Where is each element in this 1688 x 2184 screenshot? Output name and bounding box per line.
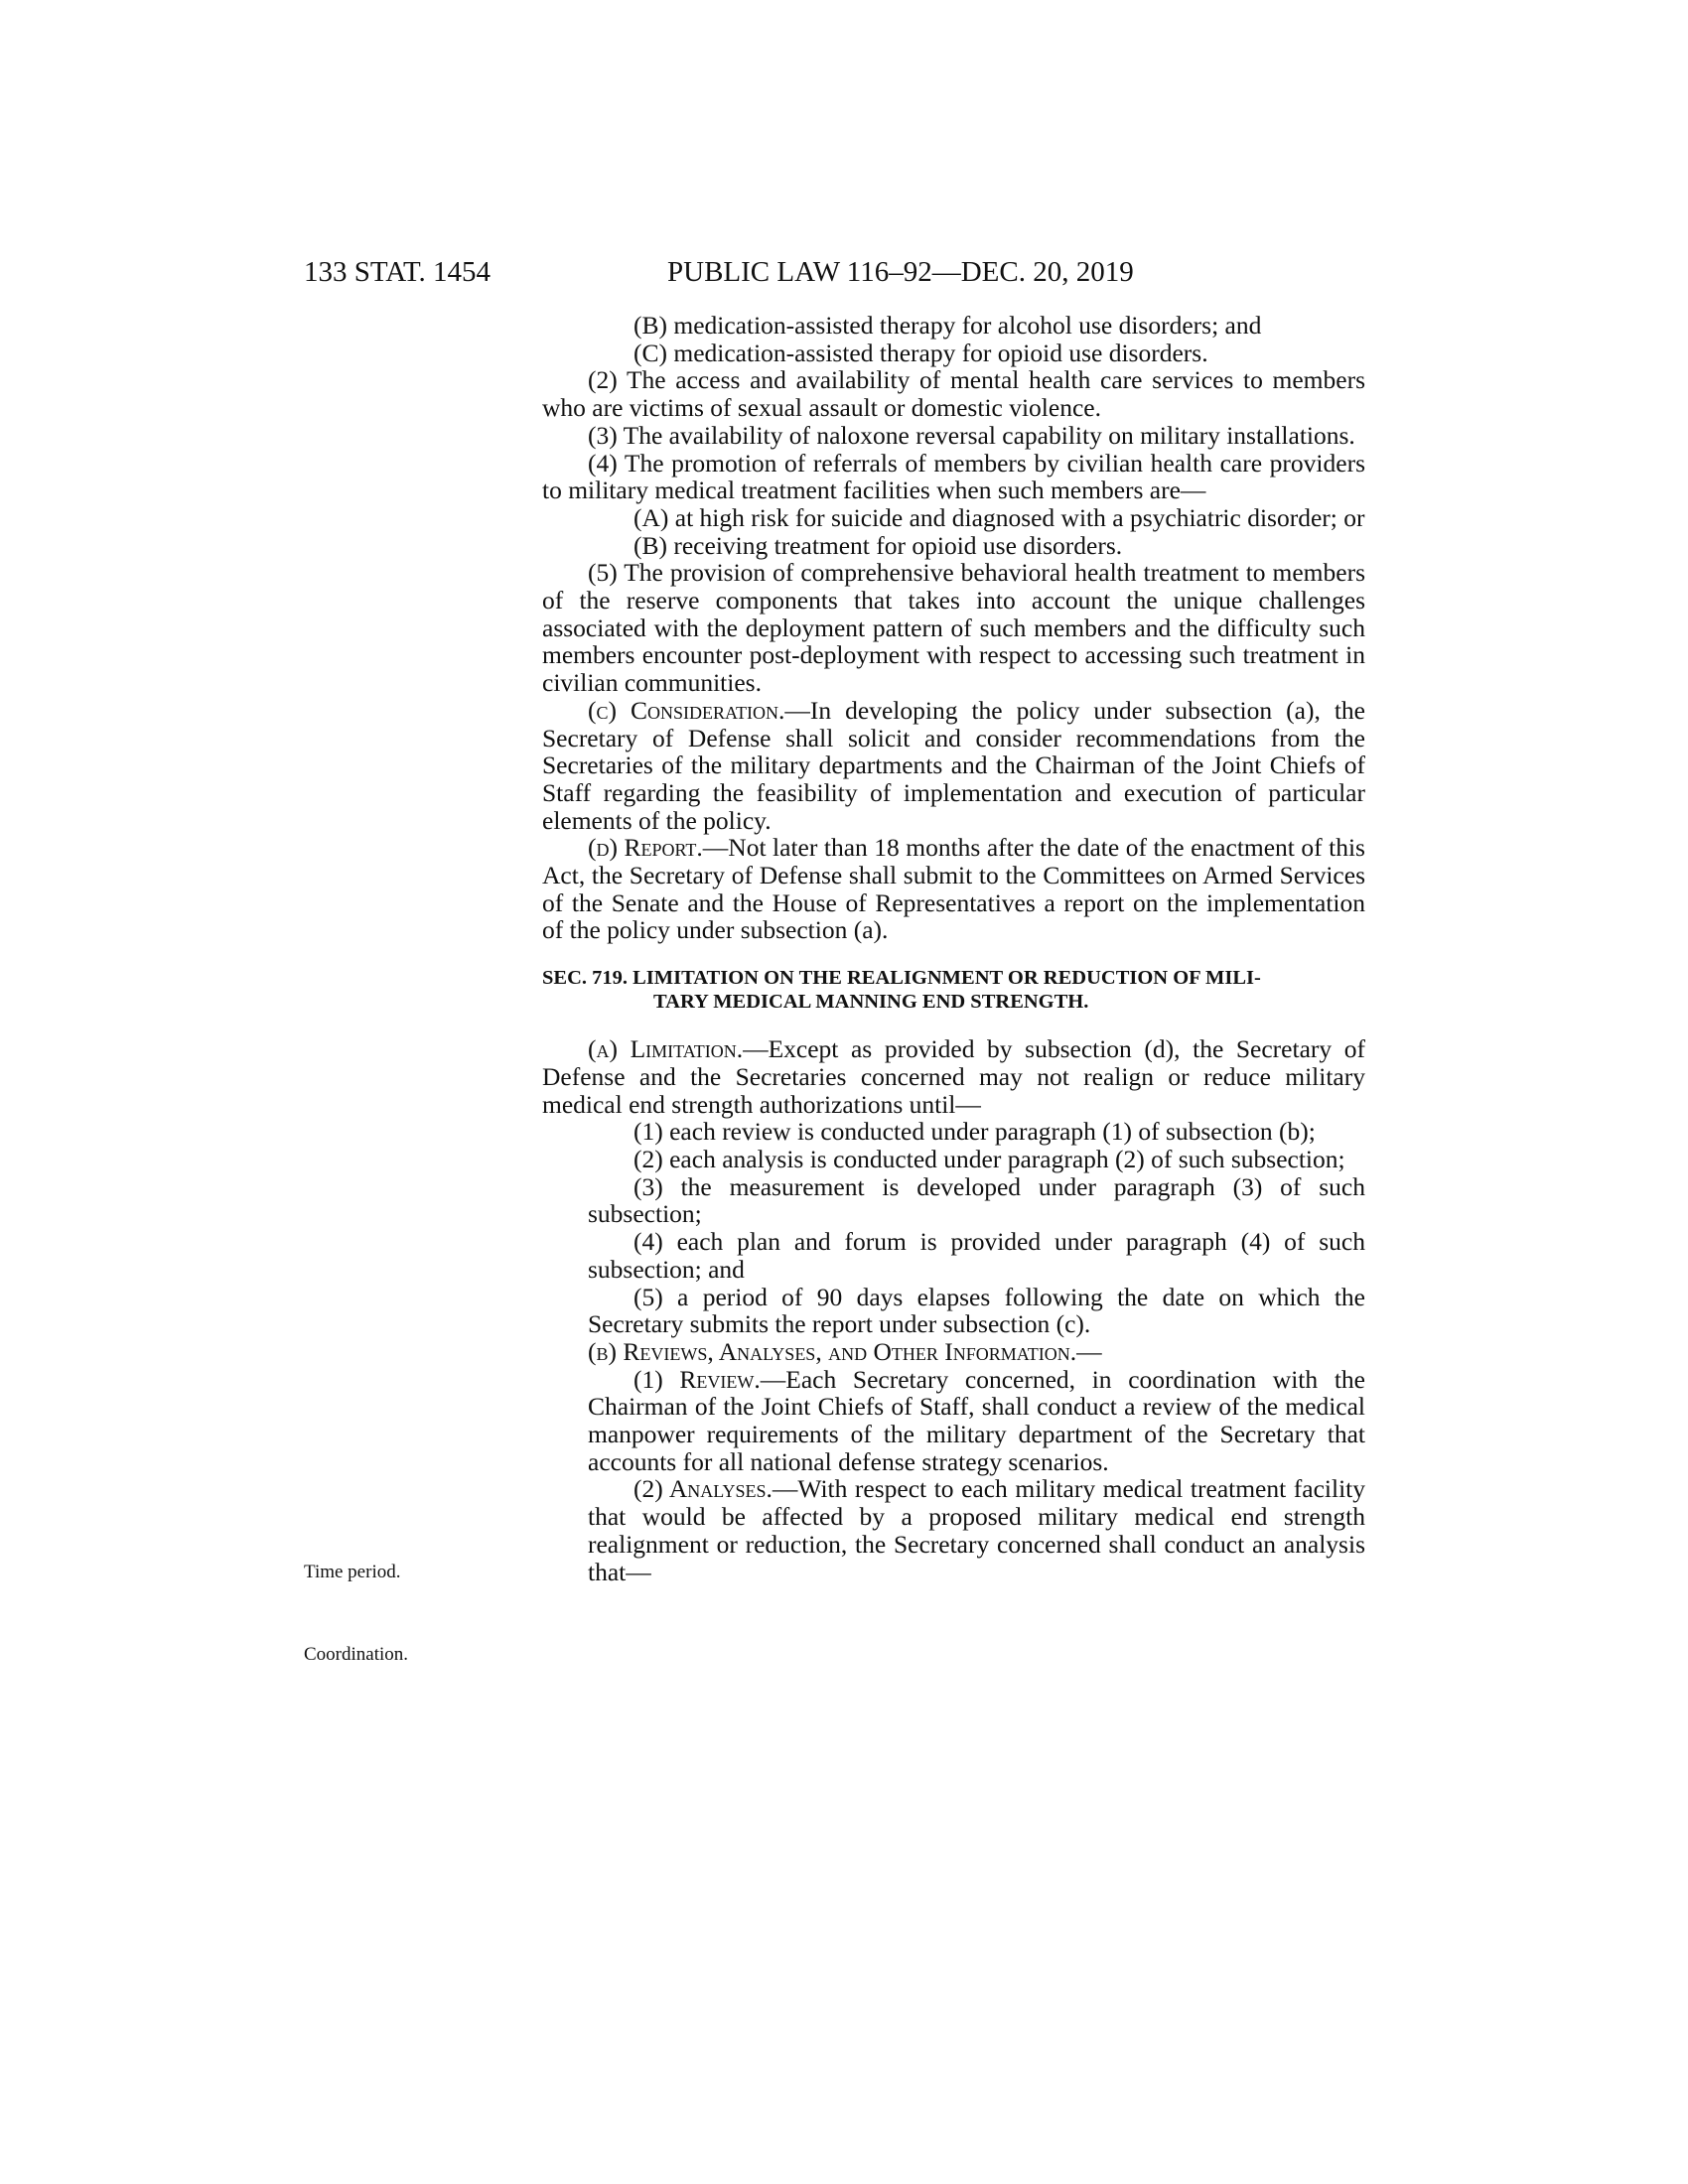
sec719-a-paragraph-5: (5) a period of 90 days elapses following the date on which the Secretary submits the report under subsection (c).	[588, 1282, 1365, 1339]
sec719-b-paragraph-2-analyses	[542, 1475, 1365, 1585]
paragraph-4b-opioid-treatment: (B) receiving treatment for opioid use disorders.	[633, 530, 1123, 560]
subsection-c-heading: (c) Consideration.—	[588, 695, 810, 725]
paragraph-3-naloxone: (3) The availability of naloxone reversal capability on military installations.	[588, 420, 1355, 450]
sec719-b1-text: Each Secretary concerned, in coordination with the Chairman of the Joint Chiefs of Staff, shall conduct a review of the medical manpower requirements of the military department of the Secretary that accounts for all national defense strategy scenarios.	[588, 1364, 1365, 1476]
statute-citation: 133 STAT. 1454	[304, 256, 492, 288]
document-body	[542, 312, 1365, 1585]
paragraph-b-medication-alcohol: (B) medication-assisted therapy for alcohol use disorders; and	[633, 311, 1262, 340]
sec719-subsection-b-heading: (b) Reviews, Analyses, and Other Information.—	[588, 1336, 1102, 1366]
paragraph-c-medication-opioid: (C) medication-assisted therapy for opioid use disorders.	[633, 338, 1208, 367]
subsection-d-heading: (d) Report.—	[588, 833, 729, 863]
paragraph-5-reserve-components: (5) The provision of comprehensive behavioral health treatment to members of the reserve components that takes into account the unique challenges associated with the deployment pattern of such members and the difficulty such members encounter post-deployment with respect to accessing such treatment in civilian communities.	[542, 558, 1365, 698]
section-719-heading-line1: SEC. 719. LIMITATION ON THE REALIGNMENT OR REDUCTION OF MILI-	[542, 967, 1261, 990]
subsection-c-text: In developing the policy under subsection (a), the Secretary of Defense shall solicit and consider recommendations from the Secretaries of the military departments and the Chairman of the Joint Chiefs of Staff regarding the feasibility of implementation and execution of particular elements of the policy.	[542, 695, 1365, 835]
sec719-a-paragraph-3: (3) the measurement is developed under paragraph (3) of such subsection;	[588, 1171, 1365, 1229]
section-719-heading-line2: TARY MEDICAL MANNING END STRENGTH.	[653, 991, 1089, 1014]
margin-note-coordination: Coordination.	[304, 1644, 409, 1665]
section-719-heading	[542, 966, 1365, 1014]
subsection-c-consideration	[542, 697, 1365, 835]
sec719-subsection-a-limitation	[542, 1035, 1365, 1118]
sec719-a-text: Except as provided by subsection (d), the Secretary of Defense and the Secretaries concerned may not realign or reduce military medical end strength authorizations until—	[542, 1034, 1365, 1119]
sec719-a-paragraph-4: (4) each plan and forum is provided under paragraph (4) of such subsection; and	[588, 1227, 1365, 1284]
public-law-title: PUBLIC LAW 116–92—DEC. 20, 2019	[667, 256, 1134, 288]
paragraph-4-referrals: (4) The promotion of referrals of members by civilian health care providers to military medical treatment facilities when such members are—	[542, 448, 1365, 505]
sec719-b-paragraph-1-review	[542, 1366, 1365, 1476]
subsection-d-report	[542, 834, 1365, 944]
margin-note-time-period: Time period.	[304, 1562, 401, 1582]
page-header	[304, 252, 1365, 292]
sec719-a-paragraph-2: (2) each analysis is conducted under paragraph (2) of such subsection;	[633, 1144, 1345, 1173]
sec719-a-heading: (a) Limitation.—	[588, 1034, 769, 1064]
paragraph-4a-suicide-risk: (A) at high risk for suicide and diagnosed with a psychiatric disorder; or	[633, 502, 1365, 532]
paragraph-2-mental-health-access: (2) The access and availability of mental health care services to members who are victims of sexual assault or domestic violence.	[542, 365, 1365, 423]
sec719-b2-text: With respect to each military medical treatment facility that would be affected by a proposed military medical end strength realignment or reduction, the Secretary concerned shall conduct an analysis that—	[588, 1474, 1365, 1586]
sec719-b2-heading: (2) Analyses.—	[633, 1474, 798, 1504]
sec719-a-paragraph-1: (1) each review is conducted under paragraph (1) of subsection (b);	[633, 1117, 1316, 1147]
subsection-d-text: Not later than 18 months after the date of the enactment of this Act, the Secretary of Defense shall submit to the Committees on Armed Services of the Senate and the House of Representatives a report on the implementation of the policy under subsection (a).	[542, 833, 1365, 945]
sec719-b1-heading: (1) Review.—	[633, 1364, 786, 1394]
